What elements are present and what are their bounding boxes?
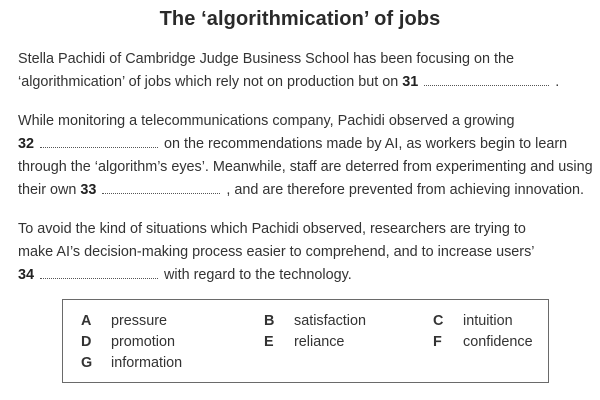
option-f <box>433 334 533 350</box>
option-a <box>81 313 167 329</box>
option-word: promotion <box>111 334 175 350</box>
page-title: The ‘algorithmication’ of jobs <box>159 8 441 30</box>
paragraph-3 <box>18 218 588 287</box>
option-letter: E <box>264 334 274 350</box>
question-32-number: 32 <box>18 136 35 152</box>
paragraph-2-line-4 <box>18 179 588 202</box>
option-c <box>433 313 513 329</box>
paragraph-2-line-3: through the ‘algorithm’s eyes’. Meanwhile, staff are deterred from experimenting and using <box>18 159 593 175</box>
option-g <box>81 355 182 371</box>
option-word: confidence <box>463 334 533 350</box>
paragraph-1-line-1: Stella Pachidi of Cambridge Judge Business School has been focusing on the <box>18 51 514 67</box>
paragraph-3-line-1: To avoid the kind of situations which Pachidi observed, researchers are trying to <box>18 221 526 237</box>
paragraph-2 <box>18 110 593 202</box>
paragraph-2-line-2 <box>18 133 588 156</box>
option-b <box>264 313 366 329</box>
paragraph-1-line-2-text: ‘algorithmication’ of jobs which rely not on production but on <box>18 74 399 90</box>
option-word: reliance <box>294 334 345 350</box>
paragraph-2-line-1: While monitoring a telecommunications company, Pachidi observed a growing <box>18 113 515 129</box>
paragraph-2-line-4-start: their own <box>18 182 77 198</box>
option-letter: F <box>433 334 442 350</box>
option-e <box>264 334 344 350</box>
paragraph-3-line-2: make AI’s decision-making process easier to comprehend, and to increase users’ <box>18 244 535 260</box>
option-word: information <box>111 355 183 371</box>
option-word: intuition <box>463 313 513 329</box>
question-34-blank[interactable] <box>40 267 158 279</box>
question-33-blank[interactable] <box>102 182 220 194</box>
option-letter: C <box>433 313 444 329</box>
paragraph-1-line-2-end: . <box>555 74 560 90</box>
paragraph-3-line-3 <box>18 264 588 287</box>
option-letter: A <box>81 313 92 329</box>
question-31-blank[interactable] <box>424 74 549 86</box>
paragraph-1 <box>18 48 588 94</box>
question-32-blank[interactable] <box>40 136 158 148</box>
option-d <box>81 334 175 350</box>
paragraph-1-line-2 <box>18 71 588 94</box>
question-31-number: 31 <box>402 74 419 90</box>
question-33-number: 33 <box>80 182 97 198</box>
option-letter: B <box>264 313 275 329</box>
option-letter: D <box>81 334 92 350</box>
word-options-box <box>62 299 549 383</box>
option-letter: G <box>81 355 93 371</box>
paragraph-2-line-2-text: on the recommendations made by AI, as workers begin to learn <box>164 136 568 152</box>
paragraph-2-line-4-text: , and are therefore prevented from achieving innovation. <box>226 182 585 198</box>
option-word: pressure <box>111 313 167 329</box>
paragraph-3-line-3-text: with regard to the technology. <box>164 267 352 283</box>
option-word: satisfaction <box>294 313 366 329</box>
question-34-number: 34 <box>18 267 35 283</box>
